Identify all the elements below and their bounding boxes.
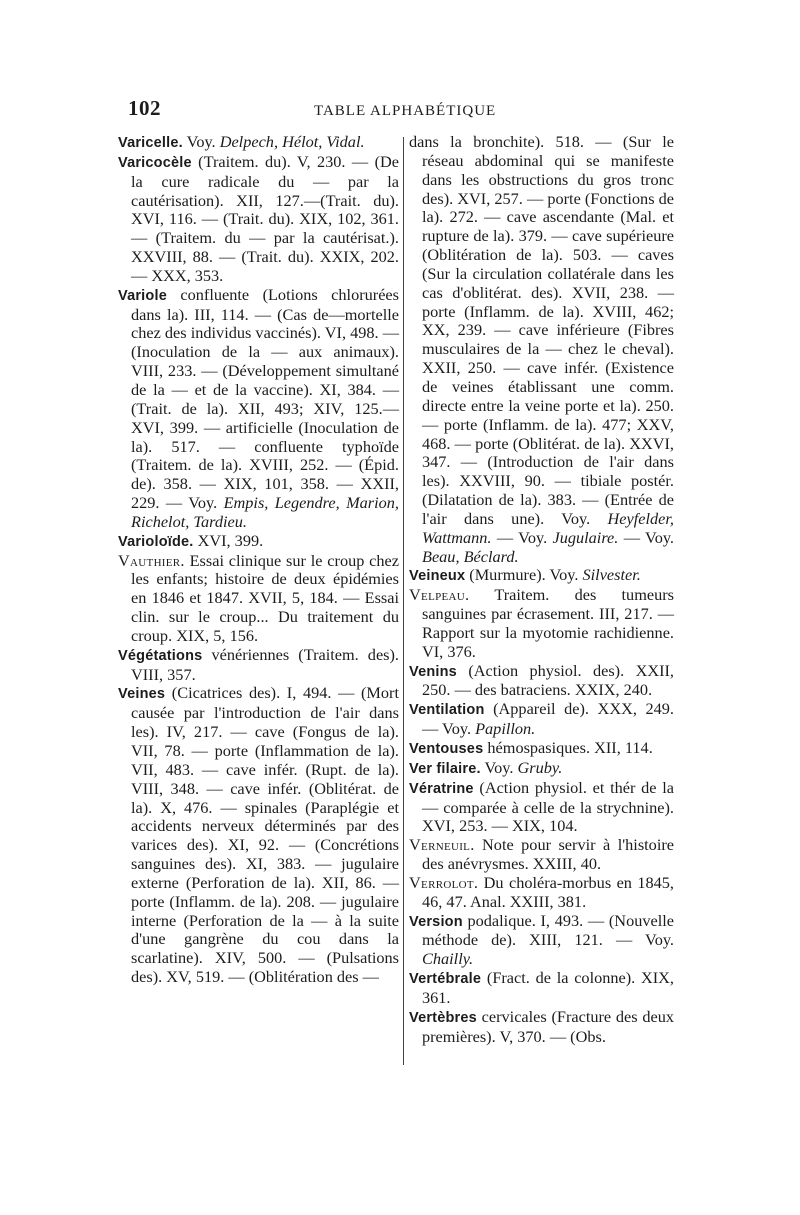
entry-text: Essai clinique sur le croup chez les enfants; histoire de deux épidémies en 1846 et 1847. XVII, 5, 184. — Essai clin. sur le croup... Du traitement du croup. XIX, 5, 156. bbox=[131, 550, 399, 645]
entry-text: (Murmure). Voy. bbox=[465, 565, 583, 585]
entry-headword: Ventouses bbox=[409, 741, 484, 757]
entry-headword: Varicelle. bbox=[118, 135, 183, 151]
index-entry bbox=[118, 684, 399, 987]
entry-text: — Voy. bbox=[491, 527, 553, 547]
entry-author: Vauthier. bbox=[118, 550, 185, 570]
running-title: TABLE ALPHABÉTIQUE bbox=[314, 103, 497, 119]
entry-text: Traitem. des tumeurs sanguines par écrasement. III, 217. — Rapport sur la myotomie rachidienne. VI, 376. bbox=[422, 585, 674, 661]
entry-headword: Veines bbox=[118, 686, 166, 703]
entry-headword: Veineux bbox=[409, 568, 466, 585]
entry-author: Verneuil. bbox=[409, 835, 475, 855]
column-divider bbox=[403, 137, 404, 1065]
entry-headword: Ver filaire. bbox=[409, 760, 481, 777]
entry-text: podalique. I, 493. — (Nouvelle méthode de). XIII, 121. — Voy. bbox=[422, 910, 674, 950]
entry-text: (Action physiol. des). XXII, 250. — des batraciens. XXIX, 240. bbox=[422, 660, 674, 700]
index-entry bbox=[409, 759, 674, 779]
entry-text: (Traitem. du). V, 230. — (De la cure radicale du — par la cautérisation). XII, 127.—(Trait. du). XVI, 116. — (Trait. du). XIX, 102, 361. — (Traitem. du — par la cautérisat.). XXVIII, 88. — (Trait. du). XXIX, 202. — XXX, 353. bbox=[131, 151, 399, 285]
index-entry bbox=[409, 566, 674, 586]
index-entry bbox=[409, 739, 674, 759]
entry-text: dans la bronchite). 518. — (Sur le réseau abdominal qui se manifeste dans les obstructions du gros tronc des). XVI, 257. — porte (Fonctions de la). 272. — cave ascendante (Mal. et rupture de la). 379. — cave supérieure (Oblitération de la). 503. — caves (Sur la circulation collatérale dans les cas d'oblitérat. des). XVII, 238. — porte (Inflamm. de la). XVIII, 462; XX, 239. — cave inférieure (Fibres musculaires de la — chez le cheval). XXII, 250. — cave infér. (Existence de veines établissant une comm. directe entre la veine porte et la). 250. — porte (Inflamm. de la). 477; XXV, 468. — porte (Oblitérat. de la). XXVI, 347. — (Introduction de l'air dans les). XXVIII, 90. — tibiale postér. (Dilatation de la). 383. — (Entrée de l'air dans une). Voy. bbox=[409, 132, 674, 528]
cross-reference: Jugulaire. bbox=[552, 527, 619, 547]
entry-text: cervicales (Fracture des deux premières). V, 370. — (Obs. bbox=[422, 1006, 674, 1046]
entry-text: Du choléra-morbus en 1845, 46, 47. Anal. XXIII, 381. bbox=[422, 872, 674, 911]
entry-text: Note pour servir à l'histoire des anévrysmes. XXIII, 40. bbox=[422, 835, 674, 874]
entry-text: confluente (Lotions chlorurées dans la). III, 114. — (Cas de—mortelle chez des individus vaccinés). VI, 498. — (Inoculation de la — aux animaux). VIII, 233. — (Développement simultané de la — et de la vaccine). XI, 384. —(Trait. de la). XII, 493; XIV, 125.— XVI, 399. — artificielle (Inoculation de la). 517. — confluente typhoïde (Traitem. de la). XVIII, 252. — (Épid. de). 358. — XIX, 101, 358. — XXII, 229. — Voy. bbox=[131, 284, 399, 513]
entry-headword: Ventilation bbox=[409, 702, 485, 719]
entry-text: XVI, 399. bbox=[193, 530, 264, 550]
entry-headword: Varicocèle bbox=[118, 154, 192, 171]
index-entry-continuation bbox=[409, 133, 674, 566]
index-entry bbox=[118, 133, 399, 153]
entry-text: Voy. bbox=[182, 132, 220, 151]
index-entry bbox=[409, 586, 674, 661]
entry-text: hémospasiques. XII, 114. bbox=[483, 738, 653, 757]
page-header bbox=[128, 96, 673, 126]
index-entry bbox=[409, 969, 674, 1008]
cross-reference: Heyfelder, Wattmann. bbox=[422, 508, 674, 547]
index-entry bbox=[409, 1008, 674, 1047]
entry-author: Velpeau. bbox=[409, 585, 470, 605]
index-entry bbox=[118, 646, 399, 685]
cross-reference: Gruby. bbox=[517, 757, 563, 777]
index-entry bbox=[409, 779, 674, 837]
entry-text: (Appareil de). XXX, 249. — Voy. bbox=[422, 699, 674, 739]
cross-reference: Chailly. bbox=[422, 949, 474, 969]
entry-headword: Vertébrale bbox=[409, 971, 482, 988]
entry-text: (Cicatrices des). I, 494. — (Mort causée par l'introduction de l'air dans les). IV, 217. — cave (Fongus de la). VII, 78. — porte (Inflammation de la). VII, 483. — cave infér. (Rupt. de la). VIII, 348. — cave infér. (Oblitérat. de la). X, 476. — spinales (Paraplégie et accidents nerveux déterminés par des varices des). XI, 92. — (Concrétions sanguines des). XI, 383. — jugulaire externe (Perforation de la). XII, 86. — porte (Inflamm. de la). 208. — jugulaire interne (Perforation de la — à la suite d'une gangrène du cou dans la scarlatine). XIV, 500. — (Pulsations des). XV, 519. — (Oblitération des — bbox=[131, 683, 399, 987]
cross-reference: Delpech, Hélot, Vidal. bbox=[219, 132, 365, 151]
index-entry bbox=[409, 874, 674, 912]
entry-text: (Fract. de la colonne). XIX, 361. bbox=[422, 968, 674, 1007]
entry-text: vénériennes (Traitem. des). VIII, 357. bbox=[131, 644, 399, 684]
page-number: 102 bbox=[128, 96, 161, 120]
entry-text: Voy. bbox=[480, 757, 518, 777]
right-column bbox=[409, 133, 674, 1047]
index-entry bbox=[118, 532, 399, 552]
entry-text: — Voy. bbox=[618, 527, 674, 547]
cross-reference: Papillon. bbox=[475, 719, 536, 739]
entry-headword: Version bbox=[409, 913, 463, 930]
index-entry bbox=[409, 662, 674, 701]
cross-reference: Empis, Legendre, Marion, Richelot, Tardieu. bbox=[131, 493, 399, 531]
entry-text: (Action physiol. et thér de la — comparée à celle de la strychnine). XVI, 253. — XIX, 104. bbox=[422, 777, 674, 836]
index-entry bbox=[409, 836, 674, 874]
left-column bbox=[118, 133, 399, 987]
cross-reference: Silvester. bbox=[582, 565, 641, 585]
index-entry bbox=[409, 912, 674, 970]
entry-headword: Vertèbres bbox=[409, 1009, 477, 1026]
entry-author: Verrolot. bbox=[409, 872, 479, 892]
cross-reference: Beau, Béclard. bbox=[422, 546, 519, 566]
index-entry bbox=[118, 153, 399, 286]
entry-headword: Vératrine bbox=[409, 780, 474, 797]
entry-headword: Venins bbox=[409, 663, 457, 680]
index-entry bbox=[118, 286, 399, 532]
entry-headword: Variole bbox=[118, 287, 167, 304]
index-entry bbox=[409, 700, 674, 739]
entry-headword: Végétations bbox=[118, 647, 203, 664]
index-entry bbox=[118, 552, 399, 646]
entry-headword: Varioloïde. bbox=[118, 533, 194, 550]
